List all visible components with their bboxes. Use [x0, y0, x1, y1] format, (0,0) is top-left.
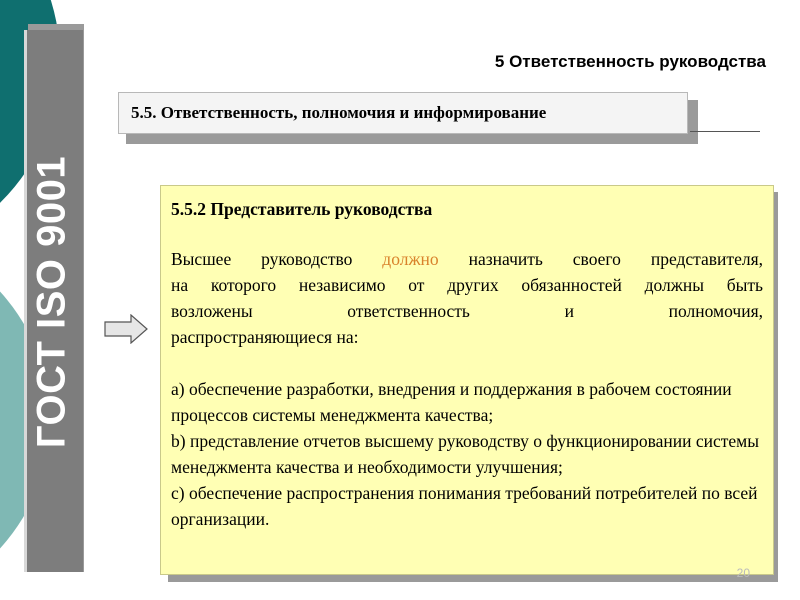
- responsibility-list: [171, 376, 763, 532]
- arrow-right-icon: [104, 314, 148, 344]
- intro-line-1: [171, 246, 763, 272]
- intro-highlight: должно: [382, 249, 439, 269]
- subsection-underline: [690, 131, 760, 132]
- section-title: 5 Ответственность руководства: [494, 52, 766, 71]
- intro-text-before: Высшее руководство: [171, 249, 383, 269]
- intro-paragraph: [171, 246, 763, 350]
- list-item: b) представление отчетов высшему руководству о функционировании системы менеджмента качества и необходимости улучшения;: [171, 431, 759, 477]
- list-item: с) обеспечение распространения понимания требований потребителей по всей организации.: [171, 483, 758, 529]
- intro-line-2: на которого независимо от других обязанностей должны быть: [171, 275, 763, 295]
- intro-line-3: возложены ответственность и полномочия,: [171, 301, 763, 321]
- page-number: 20: [736, 566, 750, 580]
- subsection-title: 5.5. Ответственность, полномочия и информирование: [118, 92, 688, 134]
- intro-text-after: назначить своего представителя,: [438, 249, 763, 269]
- content-box: [160, 185, 774, 575]
- list-item: а) обеспечение разработки, внедрения и поддержания в рабочем состоянии процессов системы менеджмента качества;: [171, 379, 732, 425]
- content-heading: 5.5.2 Представитель руководства: [171, 199, 433, 219]
- side-title: ГОСТ ISO 9001: [29, 155, 74, 449]
- intro-line-4: распространяющиеся на:: [171, 327, 359, 347]
